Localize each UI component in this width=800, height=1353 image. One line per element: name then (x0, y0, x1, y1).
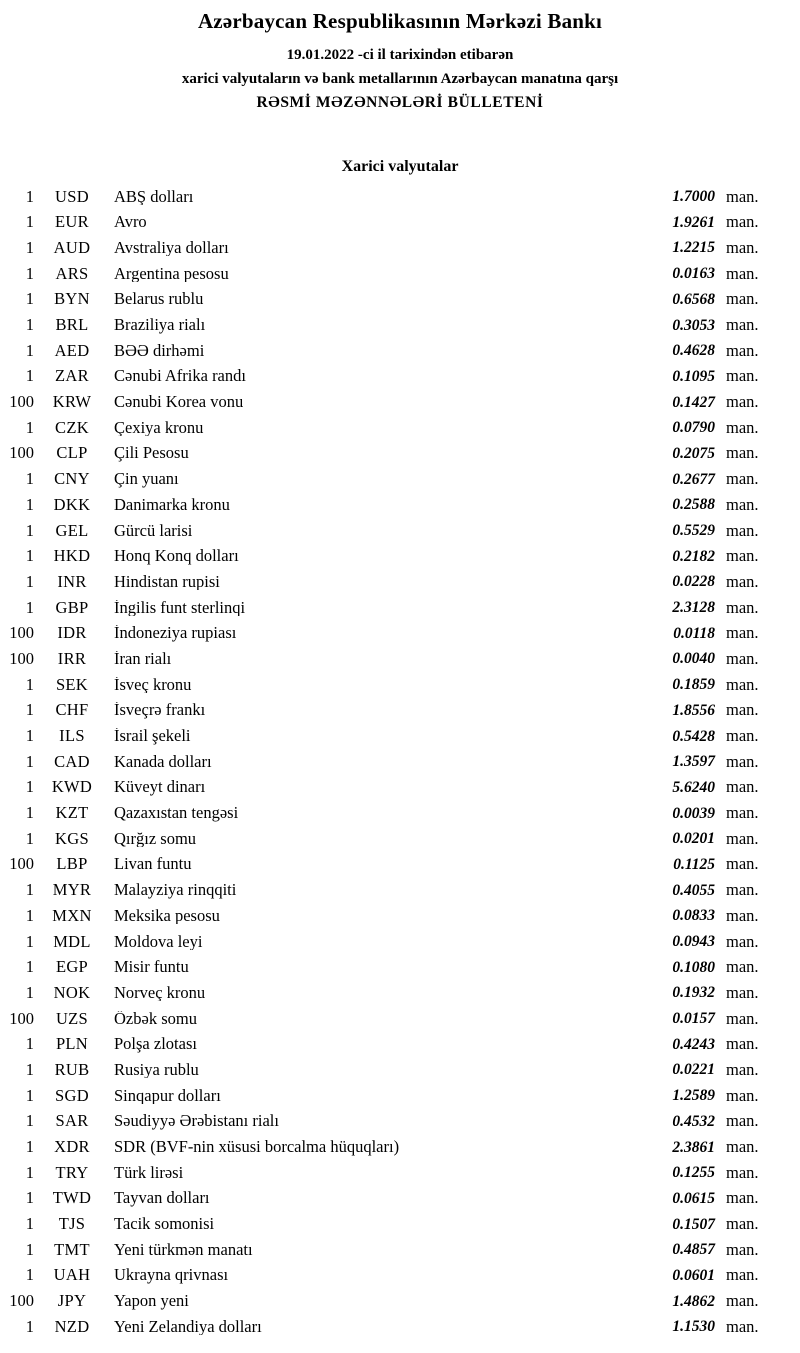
currency-rate: 0.4628 (672, 342, 715, 360)
currency-name: Sinqapur dolları (114, 1087, 221, 1105)
currency-name: Norveç kronu (114, 984, 206, 1002)
currency-rate: 0.2182 (672, 547, 715, 565)
currency-code: KGS (55, 828, 89, 848)
currency-row (0, 621, 800, 647)
currency-quantity: 1 (25, 1316, 34, 1336)
currency-name: Küveyt dinarı (114, 779, 206, 796)
currency-code: INR (57, 571, 87, 591)
currency-quantity: 1 (25, 1111, 34, 1131)
currency-unit: man. (726, 237, 759, 257)
currency-name: Çexiya kronu (114, 419, 204, 437)
currency-name: Danimarka kronu (114, 496, 230, 514)
currency-quantity: 1 (25, 520, 34, 540)
currency-name: Avro (114, 214, 147, 231)
currency-row (0, 390, 800, 416)
currency-rate: 0.1427 (672, 393, 715, 411)
currency-rate: 0.1932 (672, 984, 715, 1002)
currency-row (0, 364, 800, 390)
currency-quantity: 100 (9, 1008, 34, 1028)
currency-row (0, 672, 800, 698)
currency-rate: 5.6240 (672, 778, 715, 796)
currency-rate: 1.9261 (672, 213, 715, 231)
currency-unit: man. (726, 1085, 759, 1105)
currency-unit: man. (726, 700, 759, 720)
currency-quantity: 100 (9, 1291, 34, 1311)
currency-quantity: 1 (25, 237, 34, 257)
bulletin-header (0, 0, 800, 112)
currency-rate: 1.2215 (672, 239, 715, 257)
currency-unit: man. (726, 417, 759, 437)
currency-row (0, 1314, 800, 1340)
currency-row (0, 646, 800, 672)
currency-rate: 0.2588 (672, 496, 715, 514)
currency-row (0, 826, 800, 852)
currency-name: Tayvan dolları (114, 1190, 210, 1207)
currency-code: ILS (59, 726, 85, 746)
currency-quantity: 1 (25, 1239, 34, 1259)
currency-quantity: 100 (9, 648, 34, 668)
currency-name: Səudiyyə Ərəbistanı rialı (114, 1113, 279, 1130)
currency-name: Yeni türkmən manatı (114, 1241, 253, 1259)
currency-row (0, 518, 800, 544)
currency-unit: man. (726, 1316, 759, 1336)
currency-code: HKD (53, 546, 91, 566)
currency-row (0, 852, 800, 878)
currency-unit: man. (726, 751, 759, 771)
currency-rate: 0.5529 (672, 522, 715, 540)
currency-quantity: 1 (25, 340, 34, 360)
currency-row (0, 1032, 800, 1058)
currency-rate: 0.0040 (672, 650, 715, 668)
currency-unit: man. (726, 597, 759, 617)
currency-quantity: 100 (9, 623, 34, 643)
currency-row (0, 467, 800, 493)
currency-code: NZD (54, 1316, 90, 1336)
currency-quantity: 1 (25, 186, 34, 206)
currency-name: Yeni Zelandiya dolları (114, 1318, 262, 1336)
currency-name: Cənubi Korea vonu (114, 394, 244, 411)
currency-row (0, 1057, 800, 1083)
currency-code: CHF (55, 700, 89, 720)
currency-rate: 2.3861 (672, 1138, 715, 1156)
currency-unit: man. (726, 854, 759, 874)
currency-unit: man. (726, 931, 759, 951)
currency-name: Kanada dolları (114, 753, 212, 771)
currency-row (0, 184, 800, 210)
currency-name: Yapon yeni (114, 1293, 189, 1310)
currency-unit: man. (726, 1111, 759, 1131)
currency-code: CZK (55, 417, 89, 437)
currency-unit: man. (726, 1214, 759, 1234)
currency-quantity: 1 (25, 1162, 34, 1182)
bulletin-title: RƏSMİ MƏZƏNNƏLƏRİ BÜLLETENİ (256, 94, 544, 111)
currency-row (0, 1212, 800, 1238)
currency-unit: man. (726, 546, 759, 566)
currency-rate: 0.4243 (672, 1035, 715, 1053)
currency-rate: 0.3053 (672, 316, 715, 334)
currency-code: RUB (54, 1059, 90, 1079)
currency-quantity: 1 (25, 1188, 34, 1208)
currency-row (0, 441, 800, 467)
currency-quantity: 1 (25, 546, 34, 566)
currency-rate: 0.0833 (672, 907, 715, 925)
currency-name: SDR (BVF-nin xüsusi borcalma hüquqları) (114, 1139, 400, 1156)
currency-code: GEL (55, 520, 89, 540)
currency-name: Cənubi Afrika randı (114, 368, 246, 385)
currency-rate: 0.4532 (672, 1112, 715, 1130)
currency-unit: man. (726, 623, 759, 643)
currency-row (0, 775, 800, 801)
currency-name: Çin yuanı (114, 471, 179, 488)
currency-quantity: 100 (9, 443, 34, 463)
currency-quantity: 1 (25, 726, 34, 746)
currency-code: TJS (58, 1214, 86, 1234)
currency-quantity: 1 (25, 469, 34, 489)
currency-row (0, 723, 800, 749)
currency-rate: 0.1125 (673, 855, 715, 873)
currency-unit: man. (726, 1059, 759, 1079)
currency-rate: 0.5428 (672, 727, 715, 745)
currency-unit: man. (726, 905, 759, 925)
currency-name: İndoneziya rupiası (114, 625, 237, 642)
currency-name: BƏƏ dirhəmi (114, 342, 205, 360)
currency-name: Qazaxıstan tengəsi (114, 805, 239, 822)
rates-table (0, 184, 800, 1340)
currency-rate: 0.2677 (672, 470, 715, 488)
currency-name: İsveçrə frankı (114, 702, 206, 719)
currency-row (0, 1186, 800, 1212)
currency-code: USD (55, 186, 89, 206)
currency-rate: 1.3597 (672, 753, 715, 771)
currency-rate: 1.7000 (672, 188, 715, 206)
currency-rate: 0.4055 (672, 881, 715, 899)
currency-row (0, 338, 800, 364)
currency-quantity: 1 (25, 1085, 34, 1105)
currency-quantity: 1 (25, 1265, 34, 1285)
currency-name: Ukrayna qrivnası (114, 1267, 229, 1284)
bulletin-description: xarici valyutaların və bank metallarının Azərbaycan manatına qarşı (181, 71, 619, 87)
currency-row (0, 878, 800, 904)
currency-row (0, 287, 800, 313)
currency-unit: man. (726, 726, 759, 746)
currency-rate: 0.1859 (672, 676, 715, 694)
currency-rate: 0.1095 (672, 367, 715, 385)
currency-quantity: 100 (9, 854, 34, 874)
currency-name: Moldova leyi (114, 933, 203, 951)
currency-row (0, 569, 800, 595)
currency-name: İsrail şekeli (114, 728, 191, 745)
currency-unit: man. (726, 520, 759, 540)
currency-code: TWD (52, 1188, 92, 1208)
currency-name: Tacik somonisi (114, 1216, 215, 1233)
currency-code: SEK (55, 674, 89, 694)
currency-quantity: 1 (25, 417, 34, 437)
bulletin-date: 19.01.2022 -ci il tarixindən etibarən (286, 47, 514, 63)
currency-quantity: 1 (25, 1137, 34, 1157)
currency-name: Avstraliya dolları (114, 239, 229, 257)
currency-name: Braziliya rialı (114, 317, 206, 334)
currency-unit: man. (726, 469, 759, 489)
currency-quantity: 1 (25, 263, 34, 283)
currency-row (0, 955, 800, 981)
currency-rate: 0.1507 (672, 1215, 715, 1233)
currency-name: Türk lirəsi (114, 1164, 184, 1182)
currency-unit: man. (726, 674, 759, 694)
currency-unit: man. (726, 957, 759, 977)
currency-code: CNY (54, 469, 90, 489)
currency-quantity: 1 (25, 1059, 34, 1079)
currency-rate: 0.0163 (672, 265, 715, 283)
currency-code: SAR (55, 1111, 89, 1131)
currency-code: XDR (54, 1137, 90, 1157)
currency-rate: 0.0118 (673, 624, 715, 642)
currency-name: Malayziya rinqqiti (114, 882, 237, 899)
currency-rate: 0.0943 (672, 933, 715, 951)
currency-row (0, 801, 800, 827)
currency-name: Gürcü larisi (114, 522, 193, 540)
currency-quantity: 1 (25, 751, 34, 771)
page-title: Azərbaycan Respublikasının Mərkəzi Bankı (197, 9, 603, 33)
currency-code: KZT (55, 803, 89, 823)
currency-quantity: 1 (25, 1034, 34, 1054)
currency-code: ARS (55, 263, 89, 283)
currency-quantity: 1 (25, 880, 34, 900)
currency-row (0, 261, 800, 287)
currency-code: EUR (55, 212, 89, 232)
currency-row (0, 1263, 800, 1289)
currency-code: IRR (57, 648, 87, 668)
currency-code: MDL (53, 931, 91, 951)
currency-code: GBP (55, 597, 89, 617)
currency-quantity: 1 (25, 803, 34, 823)
currency-rate: 0.0221 (672, 1061, 715, 1079)
currency-name: Meksika pesosu (114, 907, 220, 925)
currency-code: CLP (56, 443, 88, 463)
currency-row (0, 312, 800, 338)
currency-quantity: 100 (9, 392, 34, 412)
currency-name: Rusiya rublu (114, 1061, 199, 1079)
currency-quantity: 1 (25, 905, 34, 925)
currency-row (0, 210, 800, 236)
currency-unit: man. (726, 494, 759, 514)
currency-quantity: 1 (25, 700, 34, 720)
currency-name: Hindistan rupisi (114, 573, 220, 591)
currency-row (0, 929, 800, 955)
section-title: Xarici valyutalar (341, 158, 459, 175)
currency-code: TMT (54, 1239, 90, 1259)
currency-code: BYN (54, 289, 90, 309)
currency-unit: man. (726, 982, 759, 1002)
currency-row (0, 1109, 800, 1135)
currency-code: SGD (55, 1085, 89, 1105)
currency-name: İngilis funt sterlinqi (114, 599, 246, 617)
currency-unit: man. (726, 289, 759, 309)
currency-quantity: 1 (25, 315, 34, 335)
currency-rate: 0.0601 (672, 1266, 715, 1284)
currency-quantity: 1 (25, 982, 34, 1002)
currency-name: Livan funtu (114, 856, 192, 873)
currency-code: MXN (52, 905, 92, 925)
currency-quantity: 1 (25, 366, 34, 386)
currency-unit: man. (726, 186, 759, 206)
currency-unit: man. (726, 315, 759, 335)
currency-rate: 0.0790 (672, 419, 715, 437)
currency-code: DKK (53, 494, 91, 514)
currency-quantity: 1 (25, 828, 34, 848)
currency-name: ABŞ dolları (114, 188, 194, 206)
currency-name: Qırğız somu (114, 830, 197, 848)
currency-unit: man. (726, 571, 759, 591)
currency-rate: 0.4857 (672, 1241, 715, 1259)
currency-row (0, 749, 800, 775)
currency-rate: 0.0201 (672, 830, 715, 848)
currency-unit: man. (726, 648, 759, 668)
currency-row (0, 980, 800, 1006)
currency-quantity: 1 (25, 289, 34, 309)
currency-rate: 2.3128 (672, 599, 715, 617)
currency-code: PLN (55, 1034, 89, 1054)
currency-rate: 0.0228 (672, 573, 715, 591)
currency-code: IDR (57, 623, 87, 643)
currency-unit: man. (726, 880, 759, 900)
currency-row (0, 1083, 800, 1109)
currency-code: UAH (53, 1265, 91, 1285)
currency-row (0, 1134, 800, 1160)
currency-unit: man. (726, 263, 759, 283)
currency-quantity: 1 (25, 597, 34, 617)
currency-unit: man. (726, 340, 759, 360)
currency-name: Argentina pesosu (114, 265, 229, 283)
currency-quantity: 1 (25, 1214, 34, 1234)
currency-rate: 0.6568 (672, 290, 715, 308)
currency-row (0, 698, 800, 724)
currency-name: Misir funtu (114, 959, 189, 976)
currency-rate: 0.2075 (672, 444, 715, 462)
currency-row (0, 1289, 800, 1315)
currency-unit: man. (726, 777, 759, 797)
currency-code: KWD (51, 777, 93, 797)
currency-code: ZAR (55, 366, 89, 386)
currency-name: İsveç kronu (114, 676, 192, 694)
currency-quantity: 1 (25, 674, 34, 694)
currency-name: Polşa zlotası (114, 1036, 197, 1053)
currency-rate: 0.1255 (672, 1164, 715, 1182)
currency-code: MYR (52, 880, 92, 900)
currency-rate: 0.0039 (672, 804, 715, 822)
currency-unit: man. (726, 1188, 759, 1208)
currency-name: Honq Konq dolları (114, 548, 239, 565)
currency-quantity: 1 (25, 212, 34, 232)
currency-rate: 1.8556 (672, 701, 715, 719)
currency-unit: man. (726, 1265, 759, 1285)
currency-rate: 0.0157 (672, 1010, 715, 1028)
currency-quantity: 1 (25, 571, 34, 591)
currency-code: JPY (57, 1291, 87, 1311)
currency-row (0, 903, 800, 929)
currency-rate: 1.2589 (672, 1087, 715, 1105)
currency-unit: man. (726, 1137, 759, 1157)
currency-unit: man. (726, 1239, 759, 1259)
currency-rate: 0.0615 (672, 1189, 715, 1207)
currency-quantity: 1 (25, 931, 34, 951)
currency-quantity: 1 (25, 494, 34, 514)
currency-rate: 1.4862 (672, 1292, 715, 1310)
currency-code: UZS (55, 1008, 89, 1028)
currency-rate: 0.1080 (672, 958, 715, 976)
currency-name: Özbək somu (114, 1010, 197, 1028)
currency-unit: man. (726, 1162, 759, 1182)
currency-unit: man. (726, 1008, 759, 1028)
currency-row (0, 1237, 800, 1263)
currency-rate: 1.1530 (672, 1318, 715, 1336)
currency-name: İran rialı (114, 650, 172, 668)
currency-code: EGP (55, 957, 89, 977)
currency-code: CAD (54, 751, 90, 771)
currency-unit: man. (726, 1034, 759, 1054)
currency-unit: man. (726, 366, 759, 386)
currency-row (0, 595, 800, 621)
currency-code: TRY (55, 1162, 89, 1182)
currency-name: Belarus rublu (114, 291, 204, 308)
currency-row (0, 544, 800, 570)
currency-row (0, 1160, 800, 1186)
currency-row (0, 1006, 800, 1032)
currency-unit: man. (726, 828, 759, 848)
currency-unit: man. (726, 212, 759, 232)
currency-unit: man. (726, 1291, 759, 1311)
currency-row (0, 492, 800, 518)
currency-code: NOK (53, 982, 91, 1002)
currency-code: LBP (56, 854, 88, 874)
currency-code: KRW (52, 392, 92, 412)
currency-unit: man. (726, 443, 759, 463)
currency-quantity: 1 (25, 777, 34, 797)
currency-row (0, 235, 800, 261)
currency-code: AED (54, 340, 90, 360)
currency-name: Çili Pesosu (114, 445, 189, 462)
currency-code: BRL (55, 315, 89, 335)
currency-unit: man. (726, 803, 759, 823)
currency-unit: man. (726, 392, 759, 412)
currency-row (0, 415, 800, 441)
currency-quantity: 1 (25, 957, 34, 977)
currency-code: AUD (53, 237, 91, 257)
